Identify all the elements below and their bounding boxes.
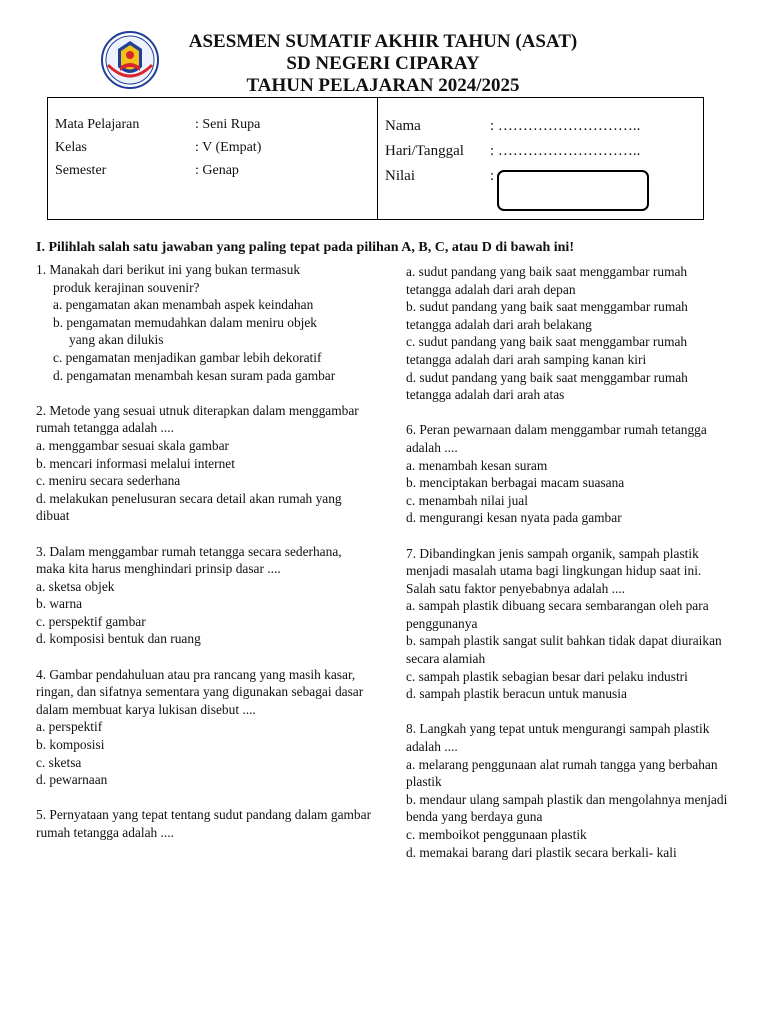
score-label: Nilai: [385, 168, 415, 184]
semester-value: : Genap: [195, 163, 239, 178]
option-b: b. warna: [36, 596, 83, 612]
class-value: : V (Empat): [195, 140, 262, 155]
question-stem: 2. Metode yang sesuai utnuk diterapkan dalam menggambar rumah tetangga adalah ....: [36, 402, 359, 436]
option-c: c. memboikot penggunaan plastik: [406, 827, 587, 842]
question-2: [36, 402, 372, 525]
option-a: a. sudut pandang yang baik saat menggambar rumah tetangga adalah dari arah depan: [406, 264, 688, 297]
question-1: [36, 261, 372, 384]
name-field[interactable]: : ………………………..: [490, 118, 641, 134]
class-label: Kelas: [55, 140, 87, 155]
question-4: [36, 666, 372, 789]
question-stem: produk kerajinan souvenir?: [53, 279, 200, 295]
option-a: a. melarang penggunaan alat rumah tangga yang berbahan plastik: [406, 756, 718, 790]
student-info-box: [47, 97, 704, 220]
date-label: Hari/Tanggal: [385, 143, 464, 159]
academic-year: TAHUN PELAJARAN 2024/2025: [246, 75, 520, 96]
school-name: SD NEGERI CIPARAY: [286, 53, 480, 74]
option-b: b. komposisi: [36, 737, 105, 753]
option-d: d. pengamatan menambah kesan suram pada gambar: [53, 367, 336, 383]
question-7: [406, 545, 734, 703]
exam-title: ASESMEN SUMATIF AKHIR TAHUN (ASAT): [188, 31, 578, 52]
option-d: d. mengurangi kesan nyata pada gambar: [406, 510, 622, 526]
subject-value: : Seni Rupa: [195, 117, 261, 132]
option-b: b. mendaur ulang sampah plastik dan mengolahnya menjadi benda yang berdaya guna: [406, 791, 728, 825]
option-b: b. mencari informasi melalui internet: [36, 455, 235, 471]
question-stem: 4. Gambar pendahuluan atau pra rancang yang masih kasar, ringan, dan sifatnya sementara yang digunakan sebagai dasar dalam membuat karya lukisan disebut ....: [36, 666, 364, 717]
date-field[interactable]: : ………………………..: [490, 143, 641, 159]
option-d: d. sampah plastik beracun untuk manusia: [406, 686, 627, 702]
option-a: a. sampah plastik dibuang secara sembarangan oleh para penggunanya: [406, 598, 709, 631]
option-c: c. menambah nilai jual: [406, 492, 528, 508]
question-6: [406, 421, 734, 527]
option-c: c. sketsa: [36, 754, 82, 770]
option-d: d. melakukan penelusuran secara detail akan rumah yang dibuat: [36, 490, 342, 524]
info-divider: [377, 98, 378, 219]
name-label: Nama: [385, 118, 421, 134]
option-a: a. sketsa objek: [36, 578, 115, 594]
questions-right-column: [406, 263, 734, 879]
option-a: a. menggambar sesuai skala gambar: [36, 437, 229, 453]
questions-left-column: [36, 261, 372, 859]
option-b: b. pengamatan memudahkan dalam meniru objek: [53, 314, 318, 330]
option-b: b. menciptakan berbagai macam suasana: [406, 475, 625, 491]
option-c: c. meniru secara sederhana: [36, 473, 181, 489]
option-c: c. sampah plastik sebagian besar dari pelaku industri: [406, 668, 688, 684]
option-a: a. pengamatan akan menambah aspek keindahan: [53, 297, 314, 313]
option-a: a. menambah kesan suram: [406, 457, 548, 473]
question-stem: 5. Pernyataan yang tepat tentang sudut pandang dalam gambar rumah tetangga adalah ....: [36, 807, 372, 840]
option-a: a. perspektif: [36, 719, 103, 735]
option-c: c. sudut pandang yang baik saat menggambar rumah tetangga adalah dari arah samping kanan kiri: [406, 334, 688, 367]
question-3: [36, 543, 372, 649]
option-d: d. pewarnaan: [36, 772, 108, 788]
option-b: yang akan dilukis: [69, 332, 164, 348]
question-stem: 1. Manakah dari berikut ini yang bukan termasuk: [36, 262, 301, 277]
option-b: b. sudut pandang yang baik saat menggambar rumah tetangga adalah dari arah belakang: [406, 299, 688, 332]
question-5: [36, 806, 372, 841]
question-5-options: [406, 263, 734, 404]
option-c: c. perspektif gambar: [36, 613, 146, 629]
option-b: b. sampah plastik sangat sulit bahkan tidak dapat diuraikan secara alamiah: [406, 633, 722, 667]
question-8: [406, 720, 734, 861]
score-box[interactable]: [497, 170, 649, 211]
option-c: c. pengamatan menjadikan gambar lebih dekoratif: [53, 349, 322, 365]
question-stem: 7. Dibandingkan jenis sampah organik, sampah plastik menjadi masalah utama bagi lingkungan hidup saat ini. Salah satu faktor penyebabnya adalah ....: [406, 545, 702, 596]
semester-label: Semester: [55, 163, 107, 178]
question-stem: 6. Peran pewarnaan dalam menggambar rumah tetangga adalah ....: [406, 422, 707, 455]
score-colon: :: [490, 168, 495, 184]
question-stem: 8. Langkah yang tepat untuk mengurangi sampah plastik adalah ....: [406, 721, 710, 755]
section-instruction: I. Pilihlah salah satu jawaban yang paling tepat pada pilihan A, B, C, atau D di bawah ini!: [36, 240, 574, 255]
option-d: d. memakai barang dari plastik secara berkali- kali: [406, 844, 677, 860]
question-stem: 3. Dalam menggambar rumah tetangga secara sederhana, maka kita harus menghindari prinsip dasar ....: [36, 543, 342, 577]
option-d: d. komposisi bentuk dan ruang: [36, 631, 201, 647]
exam-header: [160, 31, 606, 97]
subject-label: Mata Pelajaran: [55, 117, 140, 132]
option-d: d. sudut pandang yang baik saat menggambar rumah tetangga adalah dari arah atas: [406, 369, 688, 403]
school-emblem-icon: [100, 31, 160, 89]
